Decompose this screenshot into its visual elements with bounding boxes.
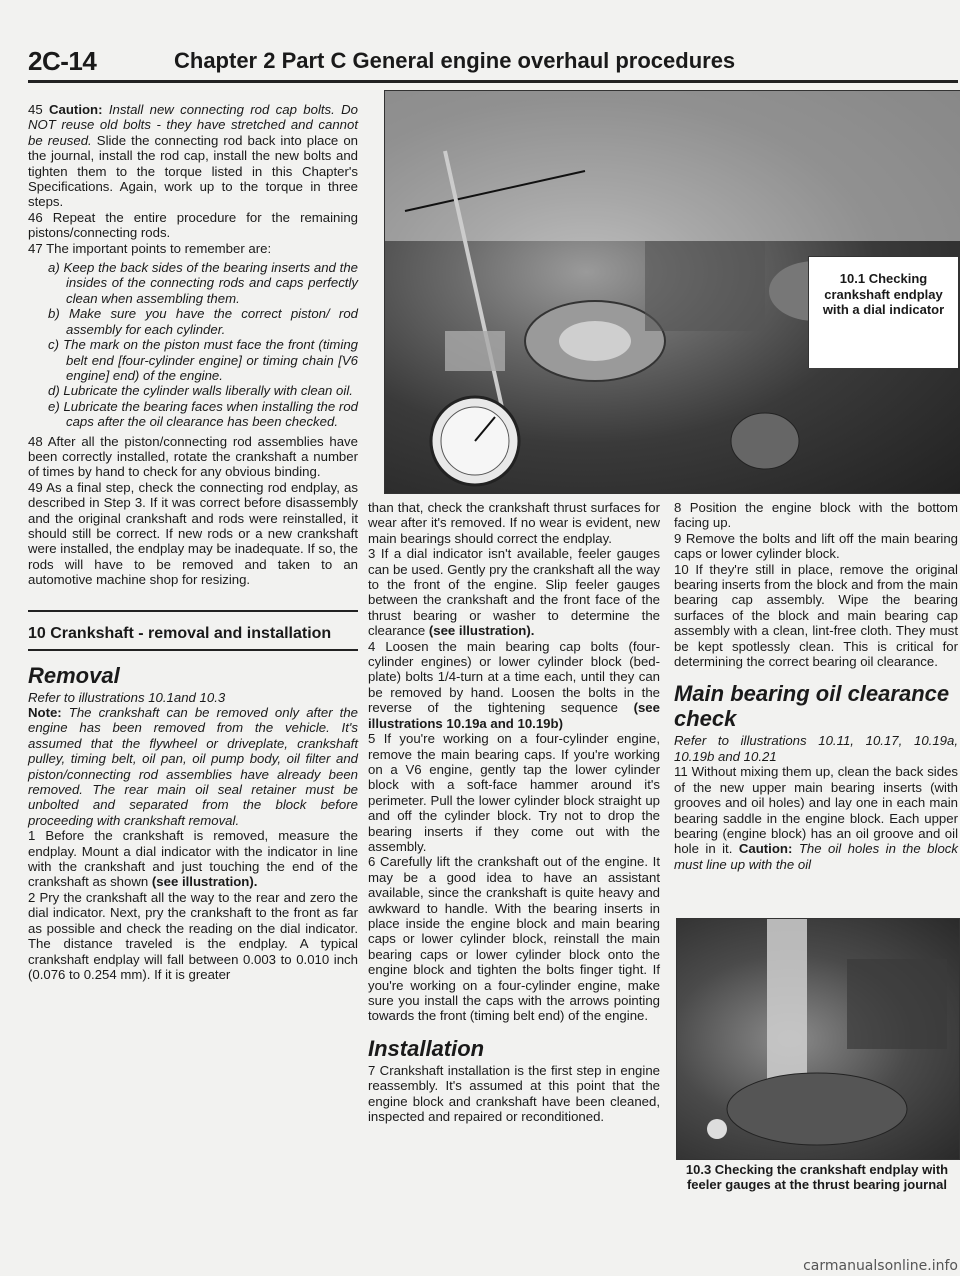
paragraph-1: 1 Before the crankshaft is removed, measure the endplay. Mount a dial indicator with the indicator in line with the crankshaft and just touching the end of the crankshaft as shown (see illustration). (28, 828, 358, 890)
list-item: a) Keep the back sides of the bearing inserts and the insides of the connecting rods and caps perfectly clean when assembling them. (48, 260, 358, 306)
chapter-title: Chapter 2 Part C General engine overhaul procedures (174, 48, 736, 73)
paragraph-47: 47 The important points to remember are: (28, 240, 272, 256)
paragraph-48: 48 After all the piston/connecting rod assemblies have been correctly installed, rotate the crankshaft a number of times by hand to check for any obvious binding. (28, 433, 358, 480)
paragraph-5: 5 If you're working on a four-cylinder engine, remove the main bearing caps. If you're working on a V6 engine, gently tap the lower cylinder block with a soft-face hammer around it's perimeter. Pull the lower cylinder block straight up and off the cylinder block. Try not to drop the bearing inserts if they come out with the assembly. (368, 731, 660, 854)
removal-reference: Refer to illustrations 10.1and 10.3 (28, 689, 226, 705)
paragraph-4: 4 Loosen the main bearing cap bolts (four-cylinder engines) or lower cylinder block (bed-plate) bolts 1/4-turn at a time each, until they can be removed by hand. Loosen the bolts in the reverse of the tightening sequence (see illustrations 10.19a and 10.19b) (368, 638, 660, 731)
list-item: b) Make sure you have the correct piston/ rod assembly for each cylinder. (48, 306, 358, 337)
paragraph-49: 49 As a final step, check the connecting rod endplay, as described in Step 3. If it was correct before disassembly and the original crankshaft and rods were reinstalled, it should still be correct. If new rods or a new crankshaft were installed, the endplay may be inadequate. If so, the rods will have to be removed and taken to an automotive machine shop for resizing. (28, 479, 358, 588)
list-item: e) Lubricate the bearing faces when installing the rod caps after the oil clearance has been checked. (48, 398, 358, 430)
photo-feeler-gauges (676, 918, 960, 1160)
paragraph-45: 45 Caution: Install new connecting rod cap bolts. Do NOT reuse old bolts - they have stretched and cannot be reused. Slide the connecting rod back into place on the journal, install the rod cap, install the new bolts and tighten them to the torque listed in this Chapter's Specifications. Again, work up to the torque in three steps. (28, 102, 358, 210)
watermark: carmanualsonline.info (803, 1258, 958, 1274)
paragraph-10: 10 If they're still in place, remove the original bearing inserts from the block and from the main bearing cap assembly. Wipe the bearing surfaces of the block and main bearing cap assembly with a clean, lint-free cloth. They must be kept spotlessly clean. This is critical for determining the correct bearing oil clearance. (674, 561, 958, 670)
section-title: 10 Crankshaft - removal and installation (28, 624, 332, 642)
main-bearing-reference: Refer to illustrations 10.11, 10.17, 10.19a, 10.19b and 10.21 (674, 733, 958, 764)
paragraph-11: 11 Without mixing them up, clean the back sides of the new upper main bearing inserts (with grooves and oil holes) and lay one in each main bearing saddle in the engine block. Each upper bearing (engine block) has an oil groove and oil hole in it. Caution: The oil holes in the block must line up with the oil (674, 764, 958, 872)
paragraph-2-continued: than that, check the crankshaft thrust surfaces for wear after it's removed. If no wear is evident, new main bearings should correct the endplay. (368, 500, 660, 546)
note: Note: The crankshaft can be removed only after the engine has been removed from the vehicle. It's assumed that the flywheel or driveplate, crankshaft pulley, timing belt, oil pan, oil pump body, oil filter and piston/connecting rod assemblies have already been removed. The rear main oil seal retainer must be unbolted and separated from the block before proceeding with crankshaft removal. (28, 705, 358, 828)
figure-caption-10-3: 10.3 Checking the crankshaft endplay with feeler gauges at the thrust bearing journal (685, 1162, 949, 1192)
page-header (28, 46, 958, 83)
removal-heading: Removal (28, 662, 120, 688)
paragraph-7: 7 Crankshaft installation is the first step in engine reassembly. It's assumed at this point that the engine block and crankshaft have been cleaned, inspected and repaired or reconditioned. (368, 1062, 660, 1125)
section-rule (28, 649, 358, 651)
section-rule (28, 610, 358, 612)
paragraph-2: 2 Pry the crankshaft all the way to the rear and zero the dial indicator. Next, pry the crankshaft to the front as far as possible and check the reading on the dial indicator. The distance traveled is the endplay. A typical crankshaft endplay will fall between 0.003 to 0.010 inch (0.076 to 0.254 mm). If it is greater (28, 889, 358, 982)
paragraph-6: 6 Carefully lift the crankshaft out of the engine. It may be a good idea to have an assistant available, since the crankshaft is quite heavy and awkward to handle. With the bearing inserts in place inside the engine block and main bearing caps or lower cylinder block, reinstall the main bearing caps or lower cylinder block onto the engine block and tighten the bolts finger tight. If you're working on a four-cylinder engine, make sure you install the caps with the arrows pointing towards the front (timing belt end) of the engine. (368, 854, 660, 1024)
list-item: c) The mark on the piston must face the front (timing belt end [four-cylinder engine] or timing chain [V6 engine] end) of the engine. (48, 337, 358, 383)
feeler-gauge-photo-illustration (677, 919, 959, 1159)
column-right (674, 500, 958, 872)
paragraph-9: 9 Remove the bolts and lift off the main bearing caps or lower cylinder block. (674, 530, 958, 562)
figure-caption-10-1: 10.1 Checking crankshaft endplay with a dial indicator (808, 256, 958, 368)
page-number: 2C-14 (28, 46, 97, 76)
installation-heading: Installation (368, 1035, 485, 1061)
paragraph-8: 8 Position the engine block with the bottom facing up. (674, 500, 958, 531)
main-bearing-heading: Main bearing oil clearance check (674, 681, 950, 732)
column-left (28, 102, 358, 982)
paragraph-46: 46 Repeat the entire procedure for the remaining pistons/connecting rods. (28, 209, 358, 241)
checklist (48, 260, 358, 429)
paragraph-3: 3 If a dial indicator isn't available, feeler gauges can be used. Gently pry the crankshaft all the way to the front of the engine. Slip feeler gauges between the crankshaft and the front face of the thrust bearing or washer to determine the clearance (see illustration). (368, 546, 660, 639)
column-middle (368, 500, 660, 1124)
list-item: d) Lubricate the cylinder walls liberally with clean oil. (48, 383, 353, 399)
